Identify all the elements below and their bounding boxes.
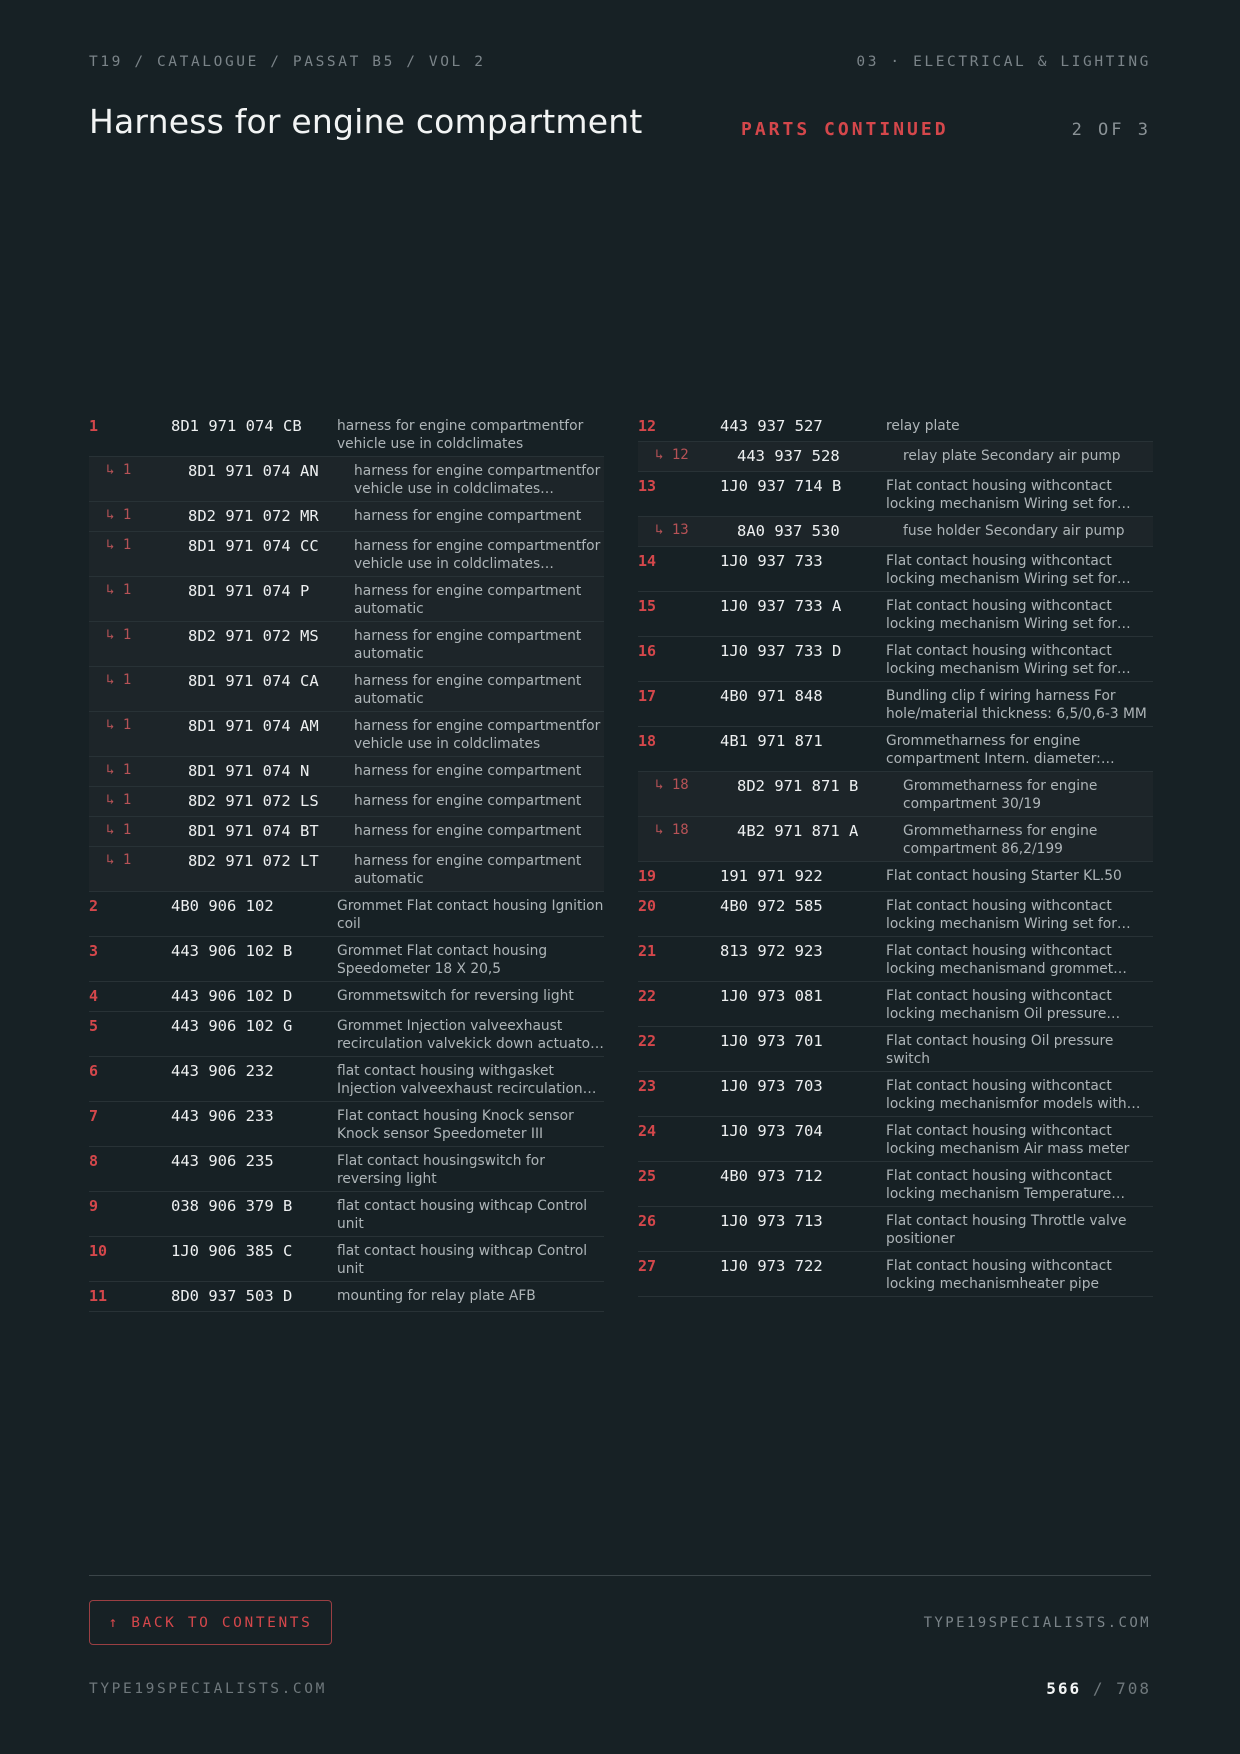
part-number: 1J0 973 722 xyxy=(720,1257,823,1275)
back-to-contents-button[interactable]: ↑ BACK TO CONTENTS xyxy=(89,1600,332,1645)
part-description: Flat contact housingswitch for reversing light xyxy=(337,1153,545,1187)
part-ref-number: ↳ 18 xyxy=(655,777,689,793)
part-number: 1J0 973 701 xyxy=(720,1032,823,1050)
part-description: Grommet Injection valveexhaust recirculation valvekick down actuato… xyxy=(337,1018,604,1052)
part-description: harness for engine compartment automatic xyxy=(354,583,582,617)
part-number: 8D2 971 072 LT xyxy=(188,852,319,870)
part-number: 8D2 971 072 MS xyxy=(188,627,319,645)
part-ref-number: 20 xyxy=(638,897,657,915)
part-row[interactable] xyxy=(638,937,1153,982)
part-row-variant[interactable] xyxy=(638,442,1153,472)
part-number: 443 906 235 xyxy=(171,1152,274,1170)
part-row-variant[interactable] xyxy=(89,847,604,892)
part-row[interactable] xyxy=(638,412,1153,442)
part-ref-number: ↳ 1 xyxy=(106,762,132,778)
part-row[interactable] xyxy=(638,1117,1153,1162)
parts-list-right xyxy=(638,412,1153,1297)
part-number: 8D2 971 072 LS xyxy=(188,792,319,810)
part-ref-number: 23 xyxy=(638,1077,657,1095)
part-ref-number: 27 xyxy=(638,1257,657,1275)
part-description: Flat contact housing withcontact locking mechanism Wiring set for… xyxy=(886,478,1131,512)
part-description: flat contact housing withgasket Injection valveexhaust recirculation… xyxy=(337,1063,597,1097)
part-row[interactable] xyxy=(89,982,604,1012)
page-current: 566 xyxy=(1046,1679,1082,1698)
part-row[interactable] xyxy=(638,472,1153,517)
part-number: 1J0 973 703 xyxy=(720,1077,823,1095)
parts-continued-label: PARTS CONTINUED xyxy=(741,119,949,140)
part-description: flat contact housing withcap Control unit xyxy=(337,1243,588,1277)
part-ref-number: ↳ 1 xyxy=(106,627,132,643)
part-row[interactable] xyxy=(638,1252,1153,1297)
part-description: Flat contact housing withcontact locking mechanism Wiring set for… xyxy=(886,643,1131,677)
part-number: 8D1 971 074 AM xyxy=(188,717,319,735)
part-description: Flat contact housing Throttle valve positioner xyxy=(886,1213,1127,1247)
footer-divider xyxy=(89,1575,1151,1576)
part-number: 443 937 528 xyxy=(737,447,840,465)
part-ref-number: ↳ 1 xyxy=(106,507,132,523)
part-row[interactable] xyxy=(89,1057,604,1102)
part-number: 4B0 972 585 xyxy=(720,897,823,915)
part-description: Grommetharness for engine compartment 86,2/199 xyxy=(903,823,1098,857)
part-ref-number: ↳ 1 xyxy=(106,717,132,733)
part-row[interactable] xyxy=(638,727,1153,772)
part-ref-number: 26 xyxy=(638,1212,657,1230)
part-row[interactable] xyxy=(638,592,1153,637)
part-row-variant[interactable] xyxy=(89,622,604,667)
part-row[interactable] xyxy=(638,637,1153,682)
part-description: harness for engine compartment xyxy=(354,763,582,779)
part-description: harness for engine compartment xyxy=(354,793,582,809)
part-ref-number: 1 xyxy=(89,417,99,435)
part-number: 8D2 971 072 MR xyxy=(188,507,319,525)
part-description: Flat contact housing withcontact locking mechanism Wiring set for… xyxy=(886,553,1131,587)
part-ref-number: 21 xyxy=(638,942,657,960)
part-row-variant[interactable] xyxy=(638,517,1153,547)
part-row-variant[interactable] xyxy=(89,532,604,577)
part-ref-number: 13 xyxy=(638,477,657,495)
part-number: 8D1 971 074 CA xyxy=(188,672,319,690)
part-ref-number: 12 xyxy=(638,417,657,435)
part-ref-number: 8 xyxy=(89,1152,99,1170)
part-ref-number: ↳ 1 xyxy=(106,822,132,838)
part-row-variant[interactable] xyxy=(89,577,604,622)
part-ref-number: 6 xyxy=(89,1062,99,1080)
part-ref-number: 15 xyxy=(638,597,657,615)
part-description: Flat contact housing withcontact locking mechanism Wiring set for… xyxy=(886,898,1131,932)
part-description: Flat contact housing Oil pressure switch xyxy=(886,1033,1114,1067)
page-of-indicator: 2 OF 3 xyxy=(1071,120,1151,140)
part-description: Flat contact housing Starter KL.50 xyxy=(886,868,1122,884)
part-number: 4B0 973 712 xyxy=(720,1167,823,1185)
part-ref-number: ↳ 1 xyxy=(106,462,132,478)
part-number: 443 906 102 B xyxy=(171,942,293,960)
part-number: 1J0 937 714 B xyxy=(720,477,842,495)
part-row-variant[interactable] xyxy=(89,757,604,787)
page-title: Harness for engine compartment xyxy=(89,102,643,141)
part-ref-number: ↳ 1 xyxy=(106,537,132,553)
part-description: Grommetswitch for reversing light xyxy=(337,988,574,1004)
part-description: Grommetharness for engine compartment 30/19 xyxy=(903,778,1098,812)
part-number: 1J0 937 733 D xyxy=(720,642,842,660)
part-description: relay plate Secondary air pump xyxy=(903,448,1121,464)
part-row-variant[interactable] xyxy=(89,457,604,502)
part-description: harness for engine compartment xyxy=(354,823,582,839)
part-ref-number: ↳ 1 xyxy=(106,582,132,598)
section-label: 03 · ELECTRICAL & LIGHTING xyxy=(856,54,1151,70)
part-number: 8D0 937 503 D xyxy=(171,1287,293,1305)
part-number: 191 971 922 xyxy=(720,867,823,885)
part-ref-number: 3 xyxy=(89,942,99,960)
part-ref-number: ↳ 12 xyxy=(655,447,689,463)
part-row[interactable] xyxy=(638,1207,1153,1252)
part-description: mounting for relay plate AFB xyxy=(337,1288,536,1304)
part-description: harness for engine compartment automatic xyxy=(354,853,582,887)
part-number: 8D2 971 871 B xyxy=(737,777,859,795)
part-ref-number: ↳ 18 xyxy=(655,822,689,838)
part-description: harness for engine compartmentfor vehicle use in coldclimates xyxy=(337,418,584,452)
part-row[interactable] xyxy=(638,682,1153,727)
page-total: 708 xyxy=(1116,1679,1151,1698)
part-row[interactable] xyxy=(89,1282,604,1312)
part-row-variant[interactable] xyxy=(89,502,604,532)
part-number: 8D1 971 074 CC xyxy=(188,537,319,555)
part-row-variant[interactable] xyxy=(89,712,604,757)
part-ref-number: 18 xyxy=(638,732,657,750)
part-number: 443 906 102 D xyxy=(171,987,293,1005)
part-row[interactable] xyxy=(89,1237,604,1282)
part-row[interactable] xyxy=(89,937,604,982)
part-ref-number: ↳ 13 xyxy=(655,522,689,538)
part-number: 8D1 971 074 BT xyxy=(188,822,319,840)
part-number: 8D1 971 074 P xyxy=(188,582,310,600)
breadcrumb: T19 / CATALOGUE / PASSAT B5 / VOL 2 xyxy=(89,54,486,70)
part-row[interactable] xyxy=(89,1192,604,1237)
part-ref-number: ↳ 1 xyxy=(106,852,132,868)
part-description: Flat contact housing withcontact locking mechanism Air mass meter xyxy=(886,1123,1130,1157)
part-description: fuse holder Secondary air pump xyxy=(903,523,1125,539)
part-number: 038 906 379 B xyxy=(171,1197,293,1215)
part-description: harness for engine compartment automatic xyxy=(354,628,582,662)
part-ref-number: 22 xyxy=(638,1032,657,1050)
part-ref-number: 14 xyxy=(638,552,657,570)
part-number: 443 937 527 xyxy=(720,417,823,435)
part-number: 813 972 923 xyxy=(720,942,823,960)
part-row[interactable] xyxy=(89,412,604,457)
parts-list-left xyxy=(89,412,604,1312)
page-separator: / xyxy=(1081,1679,1117,1698)
part-description: Flat contact housing withcontact locking mechanismfor models with xyxy=(886,1078,1127,1112)
part-row[interactable] xyxy=(638,862,1153,892)
part-row[interactable] xyxy=(89,1147,604,1192)
part-row[interactable] xyxy=(638,547,1153,592)
part-number: 4B2 971 871 A xyxy=(737,822,859,840)
part-description: Grommetharness for engine compartment Intern. diameter:… xyxy=(886,733,1115,767)
part-number: 8D1 971 074 CB xyxy=(171,417,302,435)
part-row[interactable] xyxy=(89,1102,604,1147)
part-description: Flat contact housing withcontact locking mechanism Temperature… xyxy=(886,1168,1126,1202)
part-row[interactable] xyxy=(638,982,1153,1027)
part-description: harness for engine compartment automatic xyxy=(354,673,582,707)
part-ref-number: 17 xyxy=(638,687,657,705)
part-description: relay plate xyxy=(886,418,960,434)
part-ref-number: 11 xyxy=(89,1287,108,1305)
part-number: 8D1 971 074 N xyxy=(188,762,310,780)
part-ref-number: 2 xyxy=(89,897,99,915)
part-description: Flat contact housing withcontact locking mechanism Oil pressure… xyxy=(886,988,1121,1022)
part-number: 443 906 232 xyxy=(171,1062,274,1080)
part-number: 443 906 233 xyxy=(171,1107,274,1125)
part-description: harness for engine compartmentfor vehicle use in coldclimates… xyxy=(354,538,601,572)
part-number: 1J0 937 733 A xyxy=(720,597,842,615)
part-description: harness for engine compartment xyxy=(354,508,582,524)
part-row[interactable] xyxy=(89,892,604,937)
part-description: Flat contact housing withcontact locking mechanismand grommet… xyxy=(886,943,1127,977)
part-number: 1J0 973 704 xyxy=(720,1122,823,1140)
part-row[interactable] xyxy=(638,1162,1153,1207)
part-number: 1J0 906 385 C xyxy=(171,1242,293,1260)
part-ref-number: ↳ 1 xyxy=(106,792,132,808)
part-row-variant[interactable] xyxy=(638,817,1153,862)
part-description: flat contact housing withcap Control unit xyxy=(337,1198,588,1232)
part-ref-number: 4 xyxy=(89,987,99,1005)
part-description: Flat contact housing withcontact locking mechanismheater pipe xyxy=(886,1258,1112,1292)
part-row[interactable] xyxy=(89,1012,604,1057)
part-number: 443 906 102 G xyxy=(171,1017,293,1035)
part-number: 1J0 937 733 xyxy=(720,552,823,570)
part-ref-number: 19 xyxy=(638,867,657,885)
part-number: 4B0 971 848 xyxy=(720,687,823,705)
part-number: 1J0 973 081 xyxy=(720,987,823,1005)
part-row-variant[interactable] xyxy=(89,667,604,712)
part-number: 8D1 971 074 AN xyxy=(188,462,319,480)
part-ref-number: 16 xyxy=(638,642,657,660)
part-description: Grommet Flat contact housing Ignition coil xyxy=(337,898,604,932)
part-description: harness for engine compartmentfor vehicle use in coldclimates xyxy=(354,718,601,752)
part-row[interactable] xyxy=(638,1027,1153,1072)
part-number: 4B0 906 102 xyxy=(171,897,274,915)
site-link-left[interactable]: TYPE19SPECIALISTS.COM xyxy=(89,1681,327,1697)
part-description: Bundling clip f wiring harness For hole/material thickness: 6,5/0,6-3 MM xyxy=(886,688,1147,722)
part-ref-number: 22 xyxy=(638,987,657,1005)
part-ref-number: 10 xyxy=(89,1242,108,1260)
part-ref-number: 9 xyxy=(89,1197,99,1215)
part-ref-number: 7 xyxy=(89,1107,99,1125)
part-description: harness for engine compartmentfor vehicle use in coldclimates… xyxy=(354,463,601,497)
part-number: 8A0 937 530 xyxy=(737,522,840,540)
part-row-variant[interactable] xyxy=(89,787,604,817)
part-number: 4B1 971 871 xyxy=(720,732,823,750)
part-ref-number: 25 xyxy=(638,1167,657,1185)
part-ref-number: 24 xyxy=(638,1122,657,1140)
part-ref-number: ↳ 1 xyxy=(106,672,132,688)
part-row[interactable] xyxy=(638,1072,1153,1117)
part-row[interactable] xyxy=(638,892,1153,937)
part-number: 1J0 973 713 xyxy=(720,1212,823,1230)
part-description: Grommet Flat contact housing Speedometer 18 X 20,5 xyxy=(337,943,548,977)
part-description: Flat contact housing withcontact locking mechanism Wiring set for… xyxy=(886,598,1131,632)
part-description: Flat contact housing Knock sensor Knock sensor Speedometer III xyxy=(337,1108,574,1142)
part-row-variant[interactable] xyxy=(638,772,1153,817)
page-number xyxy=(1046,1679,1151,1698)
top-bar xyxy=(89,54,1151,70)
site-link-right[interactable]: TYPE19SPECIALISTS.COM xyxy=(923,1615,1151,1631)
part-ref-number: 5 xyxy=(89,1017,99,1035)
part-row-variant[interactable] xyxy=(89,817,604,847)
